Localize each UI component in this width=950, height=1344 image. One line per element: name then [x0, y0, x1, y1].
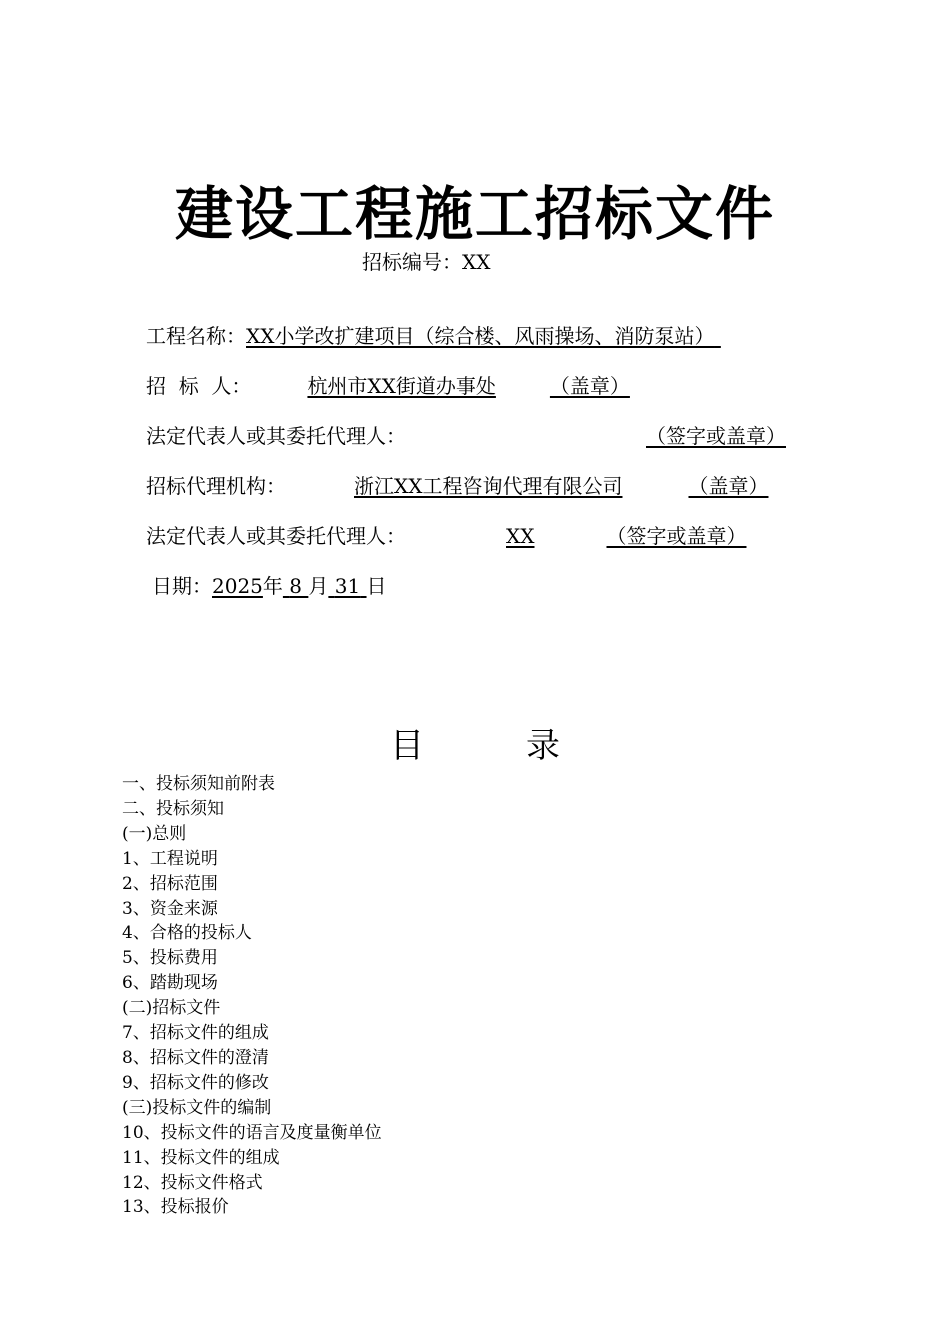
tenderer-field — [146, 372, 630, 400]
toc-item: 1、工程说明 — [122, 848, 218, 869]
legal-representative-field-2 — [146, 522, 746, 550]
toc-item: (一)总则 — [122, 823, 187, 844]
toc-item: 10、投标文件的语言及度量衡单位 — [122, 1122, 382, 1143]
toc-item: 12、投标文件格式 — [122, 1172, 263, 1193]
toc-list — [122, 772, 382, 1220]
date-year-unit: 年 — [262, 574, 283, 598]
toc-item: 11、投标文件的组成 — [122, 1147, 280, 1168]
toc-item: (三)投标文件的编制 — [122, 1097, 272, 1118]
toc-title — [0, 724, 950, 768]
date-day: 31 — [334, 574, 361, 598]
legal-rep-1-label: 法定代表人或其委托代理人： — [146, 424, 406, 448]
date-month: 8 — [289, 574, 302, 598]
legal-rep-2-suffix: （签字或盖章） — [606, 524, 747, 548]
tenderer-value: 杭州市XX街道办事处 — [307, 374, 496, 398]
toc-title-right: 录 — [526, 726, 560, 766]
bid-number-label: 招标编号： — [362, 250, 462, 274]
legal-rep-1-suffix: （签字或盖章） — [646, 424, 786, 448]
agency-label: 招标代理机构： — [146, 474, 286, 498]
date-label: 日期： — [152, 574, 212, 598]
toc-item: 5、投标费用 — [122, 948, 218, 969]
toc-item: 3、资金来源 — [122, 898, 218, 919]
tenderer-seal-suffix: （盖章） — [549, 374, 630, 398]
toc-item: (二)招标文件 — [122, 998, 221, 1019]
date-month-unit: 月 — [308, 574, 329, 598]
agency-seal-suffix: （盖章） — [688, 474, 769, 498]
toc-item: 6、踏勘现场 — [122, 973, 218, 994]
toc-item: 13、投标报价 — [122, 1197, 229, 1218]
agency-value: 浙江XX工程咨询代理有限公司 — [354, 474, 623, 498]
project-name-field — [146, 322, 721, 350]
toc-title-left: 目 — [390, 726, 424, 766]
date-year: 2025 — [212, 574, 263, 598]
agency-field — [146, 472, 768, 500]
bid-number — [362, 248, 490, 276]
legal-rep-2-label: 法定代表人或其委托代理人： — [146, 524, 406, 548]
legal-rep-2-value: XX — [506, 524, 535, 548]
toc-item: 7、招标文件的组成 — [122, 1023, 269, 1044]
date-field — [152, 572, 387, 600]
toc-item: 8、招标文件的澄清 — [122, 1047, 269, 1068]
toc-item: 2、招标范围 — [122, 873, 218, 894]
project-name-value: XX小学改扩建项目（综合楼、风雨操场、消防泵站） — [246, 324, 715, 348]
tenderer-label: 招 标 人： — [146, 374, 252, 398]
date-day-unit: 日 — [366, 574, 387, 598]
toc-item: 一、投标须知前附表 — [122, 774, 275, 794]
toc-item: 9、招标文件的修改 — [122, 1072, 269, 1093]
toc-item: 4、合格的投标人 — [122, 923, 252, 944]
document-title: 建设工程施工招标文件 — [174, 180, 775, 248]
bid-number-value: XX — [462, 250, 491, 274]
toc-item: 二、投标须知 — [122, 798, 224, 819]
project-name-label: 工程名称： — [146, 324, 246, 348]
legal-representative-field-1 — [146, 422, 786, 450]
